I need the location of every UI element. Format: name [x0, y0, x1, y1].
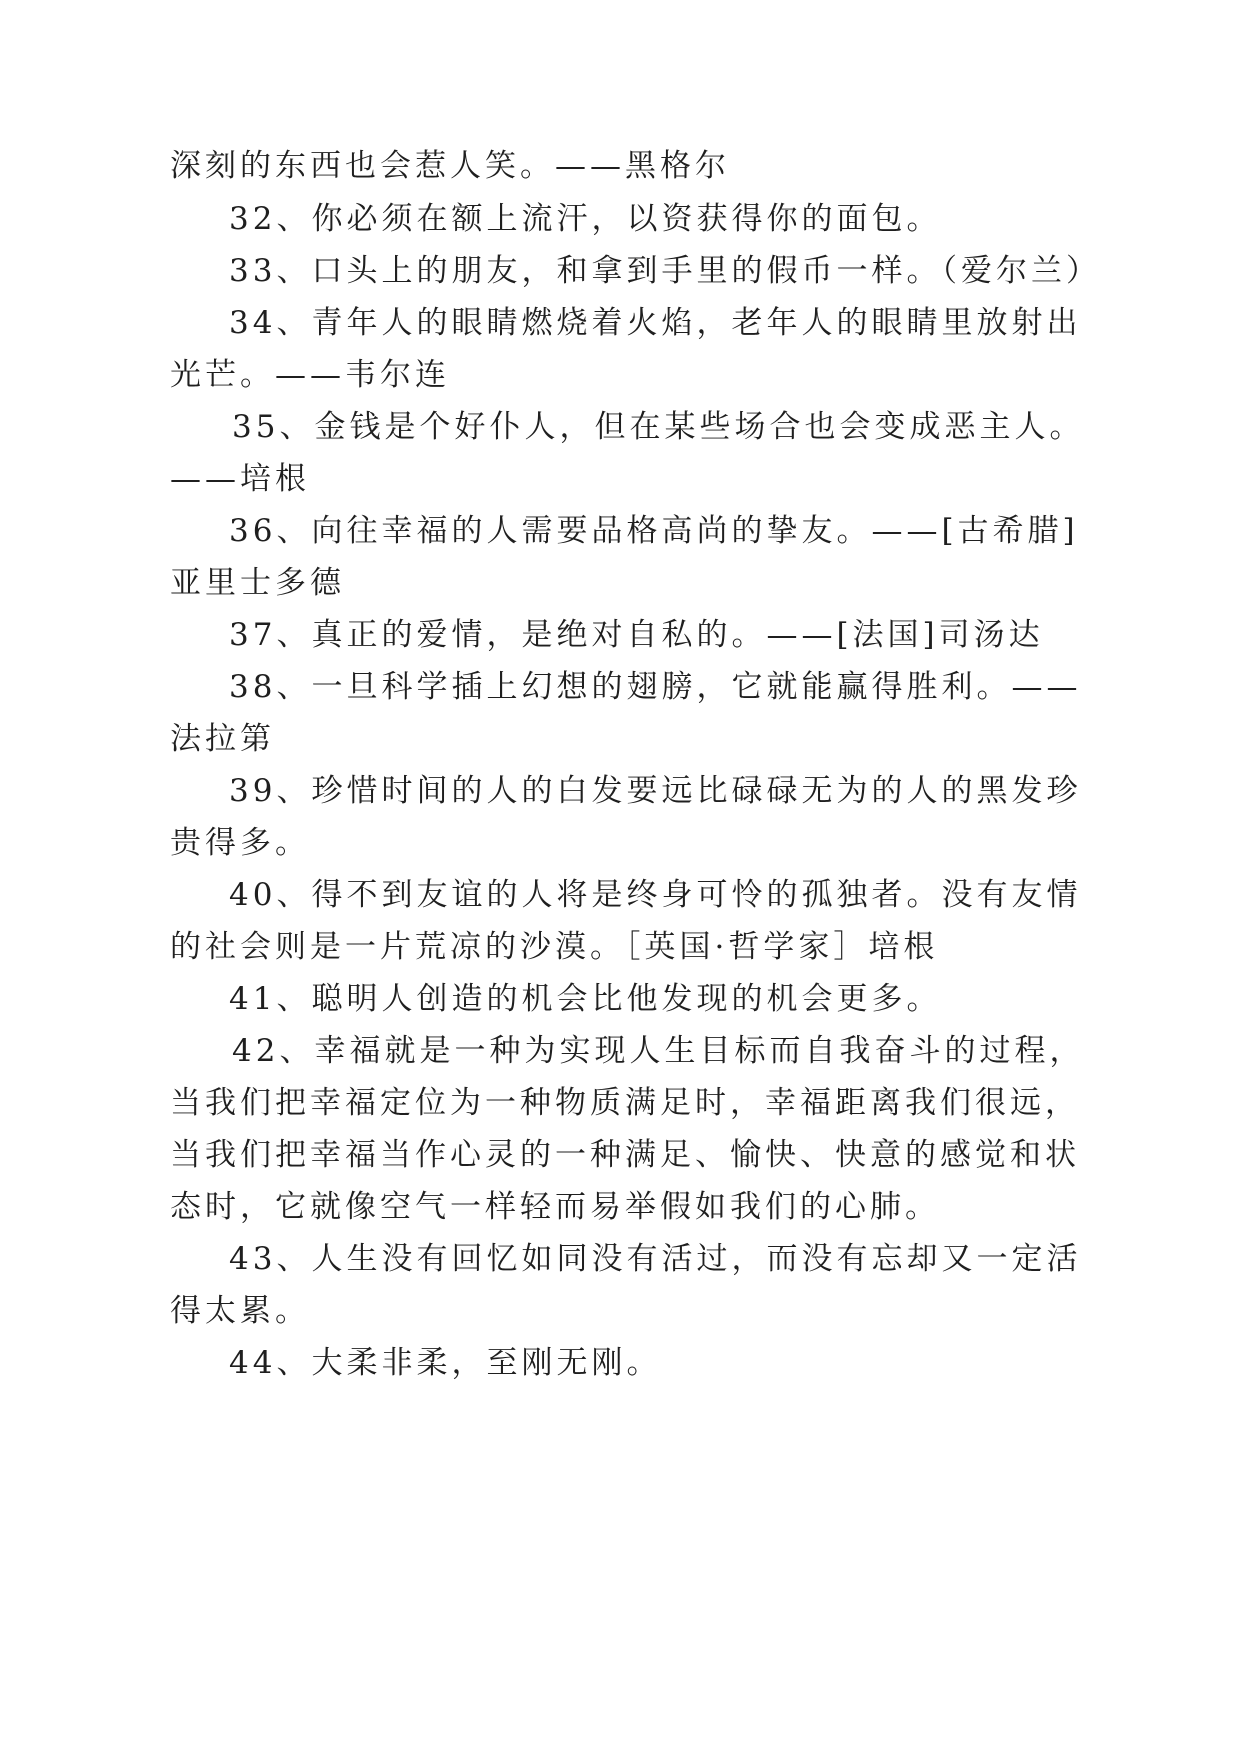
text-line: 35、金钱是个好仆人，但在某些场合也会变成恶主人。 [232, 409, 1085, 445]
text-line: 当我们把幸福当作心灵的一种满足、愉快、快意的感觉和状 [170, 1137, 1080, 1173]
text-line: 当我们把幸福定位为一种物质满足时，幸福距离我们很远， [170, 1085, 1080, 1121]
text-line: 44、大柔非柔，至刚无刚。 [229, 1345, 662, 1381]
text-line: 40、得不到友谊的人将是终身可怜的孤独者。没有友情 [229, 877, 1082, 913]
text-line: 33、口头上的朋友，和拿到手里的假币一样。（爱尔兰） [229, 253, 1101, 289]
text-line: 亚里士多德 [170, 565, 345, 601]
text-line: 深刻的东西也会惹人笑。——黑格尔 [170, 148, 730, 184]
text-line: 38、一旦科学插上幻想的翅膀，它就能赢得胜利。—— [229, 669, 1082, 705]
text-line: 36、向往幸福的人需要品格高尚的挚友。——[古希腊] [229, 513, 1079, 549]
text-line: 43、人生没有回忆如同没有活过，而没有忘却又一定活 [229, 1241, 1082, 1277]
text-line: 的社会则是一片荒凉的沙漠。［英国·哲学家］培根 [170, 929, 939, 965]
text-line: 光芒。——韦尔连 [170, 357, 450, 393]
text-line: 32、你必须在额上流汗，以资获得你的面包。 [229, 201, 942, 237]
text-line: 贵得多。 [170, 825, 310, 861]
text-line: 37、真正的爱情，是绝对自私的。——[法国]司汤达 [229, 617, 1044, 653]
text-line: 42、幸福就是一种为实现人生目标而自我奋斗的过程， [232, 1033, 1085, 1069]
text-line: 34、青年人的眼睛燃烧着火焰，老年人的眼睛里放射出 [229, 305, 1082, 341]
text-line: 41、聪明人创造的机会比他发现的机会更多。 [229, 981, 942, 1017]
text-line: 法拉第 [170, 721, 275, 757]
text-line: 态时，它就像空气一样轻而易举假如我们的心肺。 [170, 1189, 940, 1225]
text-line: 39、珍惜时间的人的白发要远比碌碌无为的人的黑发珍 [229, 773, 1082, 809]
text-line: 得太累。 [170, 1293, 310, 1329]
text-line: ——培根 [170, 461, 310, 497]
